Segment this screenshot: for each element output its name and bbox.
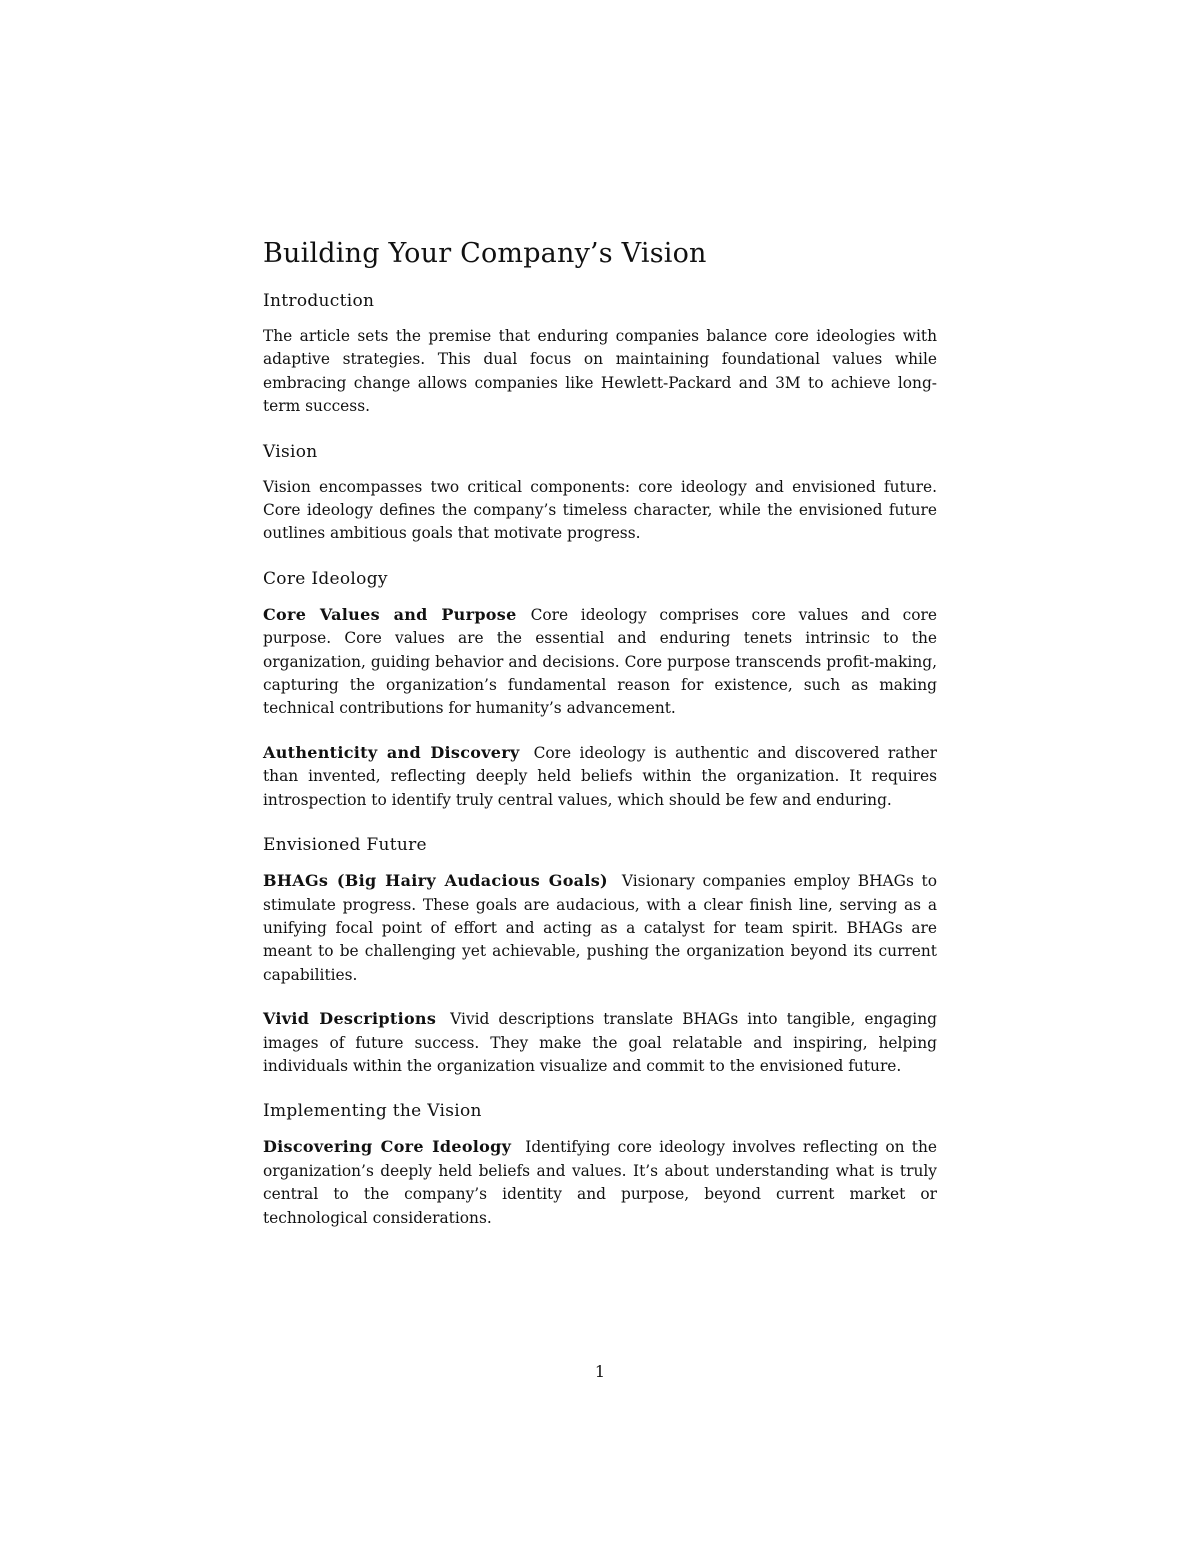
section-heading-introduction: Introduction bbox=[263, 291, 375, 311]
bhags-text: Visionary companies employ BHAGs to stimulate progress. These goals are audacious, with a clear finish line, serving as a unifying focal point of effort and acting as a catalyst for team spirit. BHAGs are meant to be challenging yet achievable, pushing the organization beyond its current capabilities. bbox=[263, 872, 937, 984]
core-values-purpose-text: Core ideology comprises core values and core purpose. Core values are the essential and enduring tenets intrinsic to the organization, guiding behavior and decisions. Core purpose transcends profit-making, capturing the organization’s fundamental reason for existence, such as making technical contributions for humanity’s advancement. bbox=[263, 605, 937, 718]
core-values-purpose-title: Core Values and Purpose bbox=[263, 604, 517, 624]
section-heading-implementing-vision: Implementing the Vision bbox=[263, 1101, 482, 1122]
authenticity-discovery-paragraph bbox=[263, 741, 937, 812]
section-heading-core-ideology: Core Ideology bbox=[263, 568, 388, 589]
core-values-purpose-paragraph bbox=[263, 603, 937, 721]
authenticity-discovery-title: Authenticity and Discovery bbox=[263, 742, 520, 762]
page-number: 1 bbox=[594, 1362, 606, 1381]
section-heading-envisioned-future: Envisioned Future bbox=[263, 835, 427, 856]
vivid-descriptions-title: Vivid Descriptions bbox=[263, 1009, 437, 1029]
document-title: Building Your Company’s Vision bbox=[263, 238, 707, 269]
bhags-title: BHAGs (Big Hairy Audacious Goals) bbox=[263, 871, 608, 891]
introduction-paragraph: The article sets the premise that enduring companies balance core ideologies with adaptive strategies. This dual focus on maintaining foundational values while embracing change allows companies like Hewlett-Packard and 3M to achieve long-term success. bbox=[263, 327, 937, 416]
bhags-paragraph bbox=[263, 869, 937, 987]
vision-paragraph: Vision encompasses two critical components: core ideology and envisioned future. Core ideology defines the company’s timeless character, while the envisioned future outlines ambitious goals that motivate progress. bbox=[263, 477, 937, 543]
discovering-core-ideology-paragraph bbox=[263, 1135, 937, 1230]
vivid-descriptions-paragraph bbox=[263, 1007, 937, 1078]
discovering-core-ideology-title: Discovering Core Ideology bbox=[263, 1137, 512, 1157]
vivid-descriptions-text: Vivid descriptions translate BHAGs into tangible, engaging images of future success. They make the goal relatable and inspiring, helping individuals within the organization visualize and commit to the envisioned future. bbox=[263, 1010, 937, 1075]
authenticity-discovery-text: Core ideology is authentic and discovered rather than invented, reflecting deeply held beliefs within the organization. It requires introspection to identify truly central values, which should be few and enduring. bbox=[263, 743, 937, 809]
section-heading-vision: Vision bbox=[263, 441, 318, 462]
discovering-core-ideology-text: Identifying core ideology involves reflecting on the organization’s deeply held beliefs and values. It’s about understanding what is truly central to the company’s identity and purpose, beyond current market or technological considerations. bbox=[263, 1138, 938, 1227]
document-page bbox=[263, 236, 937, 1250]
